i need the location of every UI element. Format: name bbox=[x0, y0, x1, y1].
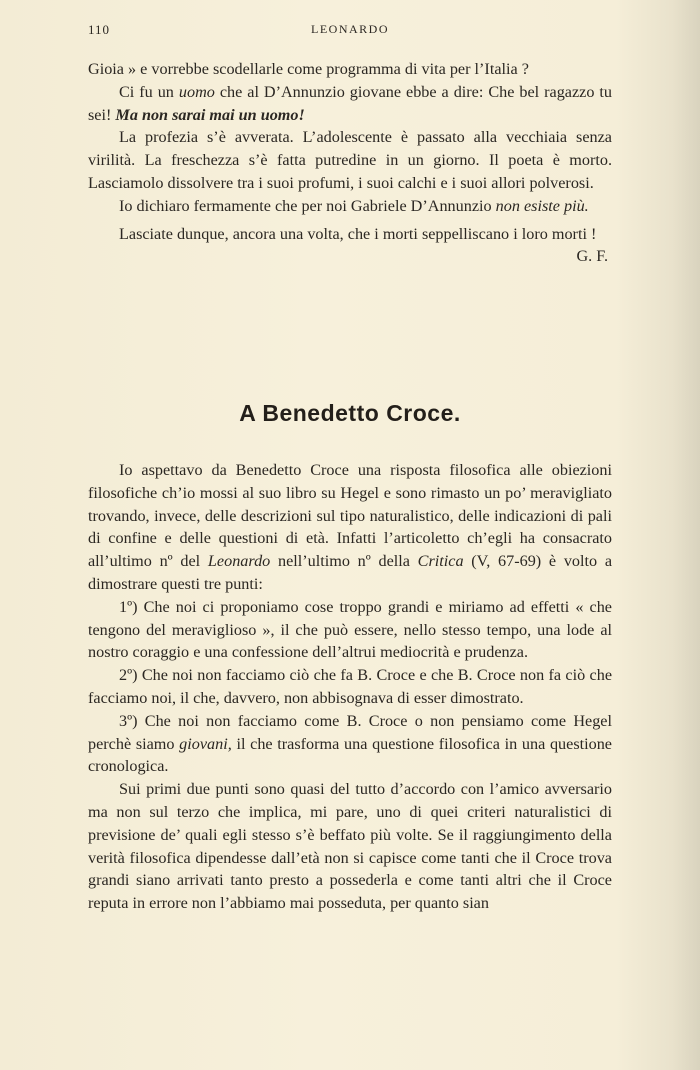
paragraph: Lasciate dunque, ancora una volta, che i morti seppelliscano i loro morti ! bbox=[119, 224, 597, 243]
running-title: LEONARDO bbox=[311, 22, 389, 36]
paragraph: La profezia s’è avverata. L’adolescente è passato alla vecchiaia senza virilità. La freschezza s’è fatta putredine in un giorno. Il poeta è morto. Lasciamolo dissolvere tra i suoi profumi, i suoi calchi e i suoi allori polverosi. bbox=[88, 128, 612, 192]
paragraph: Ci fu un uomo che al D’Annunzio giovane ebbe a dire: Che bel ragazzo tu sei! Ma non sarai mai un uomo! bbox=[88, 82, 612, 124]
page-number: 110 bbox=[88, 22, 111, 37]
paragraph: 3º) Che noi non facciamo come B. Croce o non pensiamo come Hegel perchè siamo giovani, il che trasforma una questione filosofica in una questione cronologica. bbox=[88, 711, 612, 776]
paragraph: 1º) Che noi ci proponiamo cose troppo grandi e miriamo ad effetti « che tengono del meraviglioso », il che può essere, nello stesso tempo, una lode al nostro coraggio e una confessione dell’altrui mediocrità e prudenza. bbox=[88, 597, 612, 662]
paragraph: Gioia » e vorrebbe scodellarle come programma di vita per l’Italia ? bbox=[88, 60, 529, 78]
paragraph: Io aspettavo da Benedetto Croce una risposta filosofica alle obiezioni filosofiche ch’io mossi al suo libro su Hegel e sono rimasto un po’ meravigliato trovando, invece, delle descrizioni sul tipo naturalistico, delle indicazioni di pali di confine e delle questioni di età. Infatti l’articoletto ch’egli ha consacrato all’ultimo nº del Leonardo nell’ultimo nº della Critica (V, 67-69) è volto a dimostrare questi tre punti: bbox=[88, 461, 613, 593]
article-body bbox=[88, 459, 612, 915]
page-header bbox=[88, 22, 612, 42]
paragraph: Io dichiaro fermamente che per noi Gabriele D’Annunzio non esiste più. bbox=[119, 196, 589, 215]
paragraph: 2º) Che noi non facciamo ciò che fa B. Croce e che B. Croce non fa ciò che facciamo noi, il che, davvero, non abbisognava di esser dimostrato. bbox=[88, 666, 612, 707]
section-title: A Benedetto Croce. bbox=[239, 400, 461, 426]
article-ending bbox=[88, 58, 612, 268]
paragraph: Sui primi due punti sono quasi del tutto d’accordo con l’amico avversario ma non sul terzo che implica, mi pare, uno di quei criteri naturalistici di previsione de’ quali egli stesso s’è beffato più volte. Se il raggiungimento della verità filosofica dipendesse dall’età non si capisce come tanti che il Croce trova grandi siano arrivati tanto presto a possederla e come tanti altri che il Croce reputa in errore non l’abbiamo mai posseduta, per quanto sian bbox=[88, 780, 612, 913]
signature: G. F. bbox=[576, 247, 608, 266]
